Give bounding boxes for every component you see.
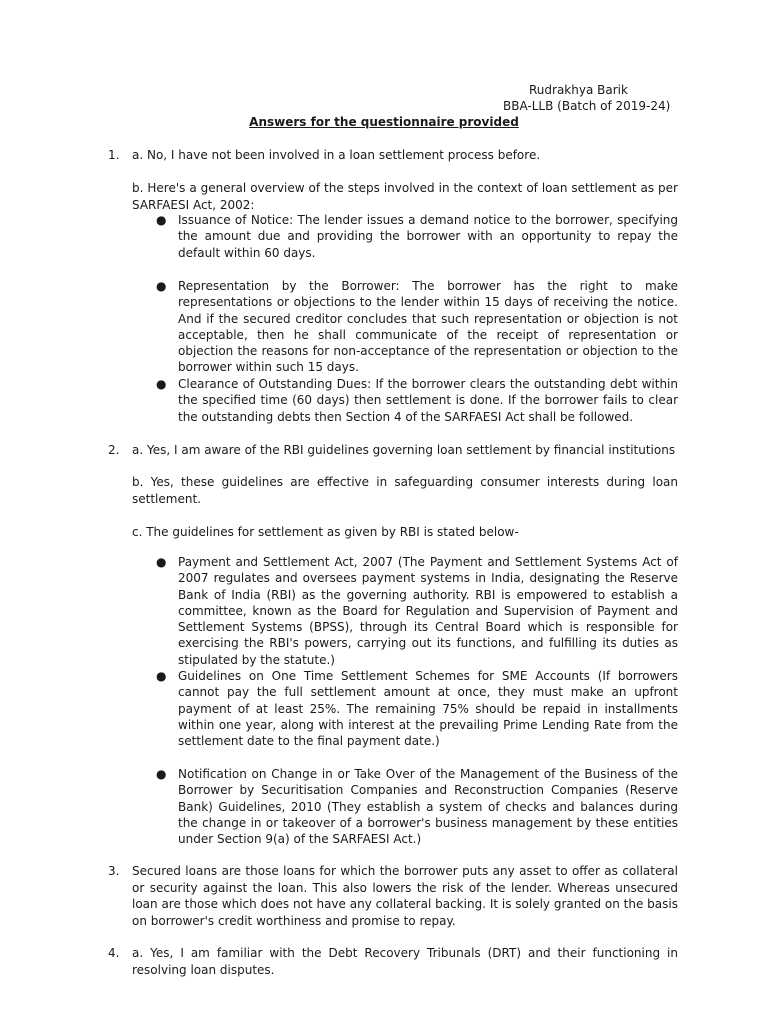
author-name: Rudrakhya Barik — [529, 83, 628, 97]
answer-4a: a. Yes, I am familiar with the Debt Recovery Tribunals (DRT) and their functioning in resolving loan disputes. — [132, 946, 678, 977]
bullet-text: Issuance of Notice: The lender issues a demand notice to the borrower, specifying the amount due and providing the borrower with an opportunity to repay the default within 60 days. — [178, 213, 678, 260]
answer-3-text: Secured loans are those loans for which the borrower puts any asset to offer as collateral or security against the loan. This also lowers the risk of the lender. Whereas unsecured loan are those which does not have any collateral backing. It is solely granted on the basis on borrower's credit worthiness and promise to repay. — [132, 864, 678, 928]
bullet-item — [156, 376, 678, 425]
bullet-item — [156, 278, 678, 376]
bullet-text: Payment and Settlement Act, 2007 (The Payment and Settlement Systems Act of 2007 regulates and oversees payment systems in India, designating the Reserve Bank of India (RBI) as the governing authority. RBI is empowered to establish a committee, known as the Board for Regulation and Supervision of Payment and Settlement Systems (BPSS), through its Central Board which is responsible for exercising the RBI's powers, carrying out its functions, and fulfilling its duties as stipulated by the statute.) — [178, 555, 678, 667]
bullet-text: Clearance of Outstanding Dues: If the borrower clears the outstanding debt within the specified time (60 days) then settlement is done. If the borrower fails to clear the outstanding debts then Section 4 of the SARFAESI Act shall be followed. — [178, 377, 678, 424]
author-batch: BBA-LLB (Batch of 2019-24) — [503, 99, 671, 113]
answer-2b: b. Yes, these guidelines are effective in safeguarding consumer interests during loan settlement. — [132, 475, 678, 506]
answer-1a: a. No, I have not been involved in a loan settlement process before. — [132, 148, 541, 162]
bullet-item — [156, 554, 678, 668]
bullet-icon: ● — [156, 669, 167, 683]
answer-number: 2. — [108, 443, 120, 457]
document-title: Answers for the questionnaire provided — [249, 115, 519, 129]
answer-2a: a. Yes, I am aware of the RBI guidelines governing loan settlement by financial institutions — [132, 443, 676, 457]
bullet-item — [156, 212, 678, 261]
answer-number: 1. — [108, 148, 120, 162]
answer-1b: b. Here's a general overview of the steps involved in the context of loan settlement as per SARFAESI Act, 2002: — [132, 181, 678, 212]
bullet-text: Guidelines on One Time Settlement Schemes for SME Accounts (If borrowers cannot pay the full settlement amount at once, they must make an upfront payment of at least 25%. The remaining 75% should be repaid in installments within one year, along with interest at the prevailing Prime Lending Rate from the settlement date to the final payment date.) — [178, 669, 678, 749]
bullet-icon: ● — [156, 213, 167, 227]
answer-number: 4. — [108, 946, 120, 960]
bullet-item — [156, 766, 678, 847]
answer-number: 3. — [108, 864, 120, 878]
bullet-icon: ● — [156, 377, 167, 391]
bullet-text: Notification on Change in or Take Over of the Management of the Business of the Borrower by Securitisation Companies and Reconstruction Companies (Reserve Bank) Guidelines, 2010 (They establish a system of checks and balances during the change in or takeover of a borrower's business management by these entities under Section 9(a) of the SARFAESI Act.) — [178, 767, 678, 847]
bullet-icon: ● — [156, 279, 167, 293]
bullet-icon: ● — [156, 767, 167, 781]
bullet-text: Representation by the Borrower: The borrower has the right to make representations or objections to the lender within 15 days of receiving the notice. And if the secured creditor concludes that such representation or objection is not acceptable, then he shall communicate of the receipt of representation or objection the reasons for non-acceptance of the representation or objection to the borrower within such 15 days. — [178, 279, 678, 375]
bullet-item — [156, 668, 678, 749]
answer-2c: c. The guidelines for settlement as given by RBI is stated below- — [132, 525, 519, 539]
bullet-icon: ● — [156, 555, 167, 569]
